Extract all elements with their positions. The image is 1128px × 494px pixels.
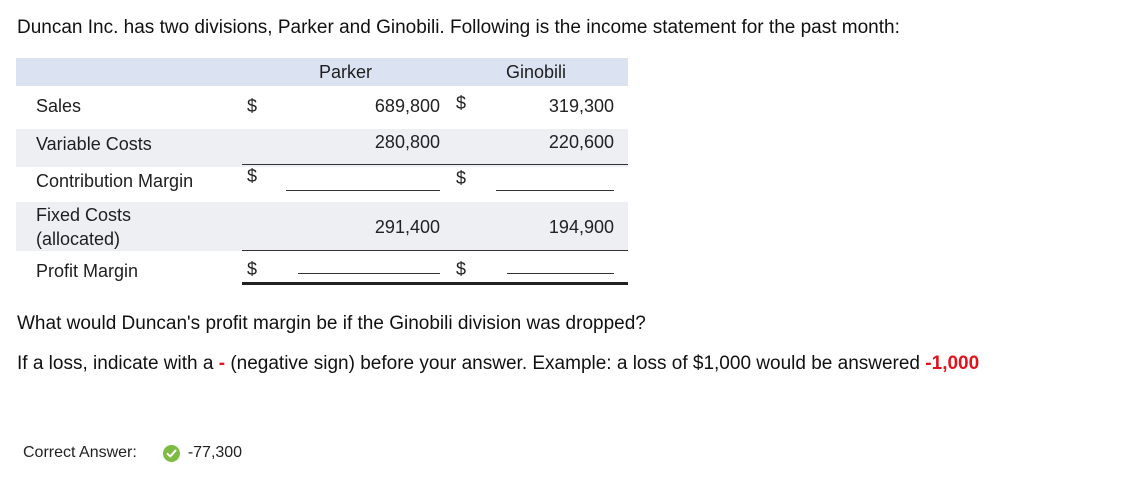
subtotal-rule: [242, 164, 628, 165]
row-label-fixed-costs-allocated: (allocated): [36, 229, 121, 249]
row-label-sales: Sales: [36, 96, 82, 116]
question-intro: Duncan Inc. has two divisions, Parker and Ginobili. Following is the income statement for the past month:: [17, 17, 900, 38]
correct-answer-row: [23, 444, 242, 462]
row-label-variable-costs: Variable Costs: [36, 134, 152, 154]
total-rule: [242, 250, 628, 251]
profit-parker-blank: [298, 273, 440, 274]
double-underline-rule: [242, 282, 628, 285]
fixed-costs-parker-value: 291,400: [374, 217, 440, 237]
variable-costs-parker-value: 280,800: [374, 132, 440, 152]
profit-ginobili-currency: $: [456, 259, 467, 279]
income-statement-table: [16, 58, 628, 288]
profit-parker-currency: $: [247, 259, 258, 279]
contribution-ginobili-blank: [496, 190, 614, 191]
sales-parker-value: 689,800: [374, 96, 440, 116]
correct-answer-value: -77,300: [187, 444, 243, 461]
row-label-contribution-margin: Contribution Margin: [36, 171, 194, 191]
column-header-ginobili: Ginobili: [506, 62, 567, 82]
negative-sign-highlight: -: [218, 353, 226, 374]
sales-parker-currency: $: [247, 96, 258, 116]
variable-costs-ginobili-value: 220,600: [548, 132, 614, 152]
question-instruction: [17, 353, 979, 375]
contribution-ginobili-currency: $: [456, 168, 467, 188]
correct-answer-label: Correct Answer:: [23, 444, 137, 461]
column-header-parker: Parker: [319, 62, 373, 82]
sales-ginobili-currency: $: [456, 93, 467, 113]
example-value-highlight: -1,000: [925, 353, 980, 374]
sales-ginobili-value: 319,300: [548, 96, 614, 116]
row-label-fixed-costs: Fixed Costs: [36, 205, 132, 225]
contribution-parker-currency: $: [247, 166, 258, 186]
check-icon: [163, 445, 180, 462]
profit-ginobili-blank: [507, 273, 614, 274]
fixed-costs-ginobili-value: 194,900: [548, 217, 614, 237]
contribution-parker-blank: [286, 190, 440, 191]
instruction-text-middle: (negative sign) before your answer. Example: a loss of $1,000 would be answered: [225, 353, 926, 374]
row-label-profit-margin: Profit Margin: [36, 261, 139, 281]
question-prompt: What would Duncan's profit margin be if the Ginobili division was dropped?: [17, 313, 646, 334]
instruction-text-start: If a loss, indicate with a: [17, 353, 219, 374]
